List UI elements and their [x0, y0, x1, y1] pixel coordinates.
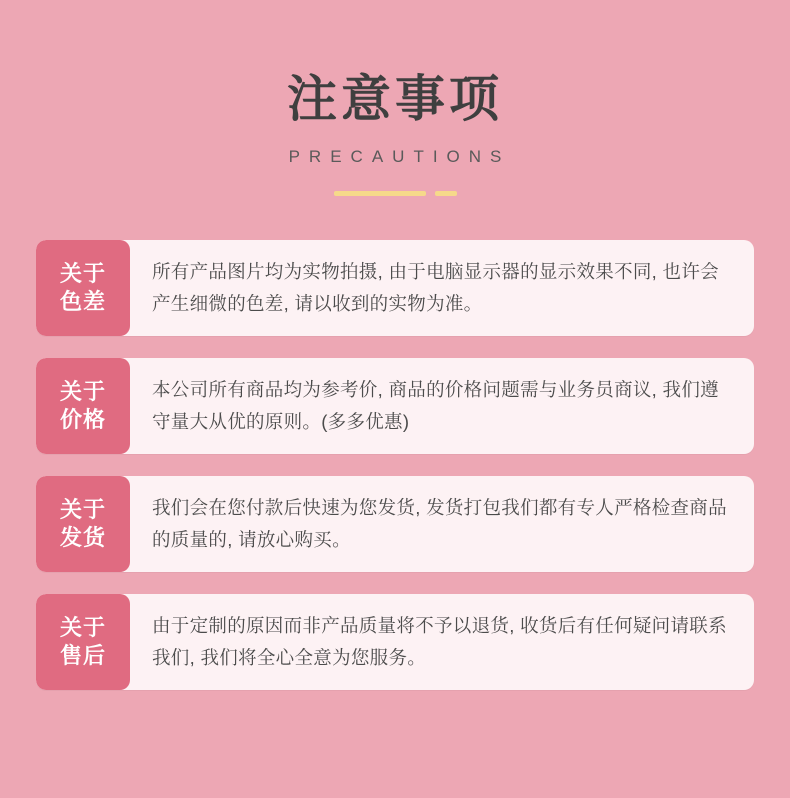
item-tag-price — [36, 358, 130, 454]
tag-line-2: 价格 — [59, 407, 106, 432]
page-header — [0, 0, 790, 196]
item-tag-shipping — [36, 476, 130, 572]
tag-line-1: 关于 — [59, 378, 106, 404]
precaution-list — [0, 240, 790, 690]
tag-line-1: 关于 — [59, 260, 106, 286]
list-item — [36, 358, 754, 454]
decorative-divider — [0, 191, 790, 196]
divider-segment-long — [334, 191, 426, 196]
item-text: 由于定制的原因而非产品质量将不予以退货, 收货后有任何疑问请联系我们, 我们将全心全意为您服务。 — [152, 614, 727, 668]
item-tag-color-difference — [36, 240, 130, 336]
list-item — [36, 476, 754, 572]
list-item — [36, 594, 754, 690]
tag-line-1: 关于 — [59, 614, 106, 640]
tag-line-2: 发货 — [59, 525, 106, 550]
list-item — [36, 240, 754, 336]
page-title: 注意事项 — [287, 71, 503, 127]
item-text: 所有产品图片均为实物拍摄, 由于电脑显示器的显示效果不同, 也许会产生细微的色差, 请以收到的实物为准。 — [152, 260, 719, 314]
tag-line-2: 色差 — [59, 289, 106, 314]
page-subtitle: PRECAUTIONS — [288, 147, 511, 166]
tag-line-2: 售后 — [59, 643, 106, 668]
tag-line-1: 关于 — [59, 496, 106, 522]
item-text: 本公司所有商品均为参考价, 商品的价格问题需与业务员商议, 我们遵守量大从优的原则。(多多优惠) — [152, 378, 719, 432]
item-tag-after-sales — [36, 594, 130, 690]
item-text: 我们会在您付款后快速为您发货, 发货打包我们都有专人严格检查商品的质量的, 请放心购买。 — [152, 496, 727, 550]
divider-segment-short — [435, 191, 457, 196]
